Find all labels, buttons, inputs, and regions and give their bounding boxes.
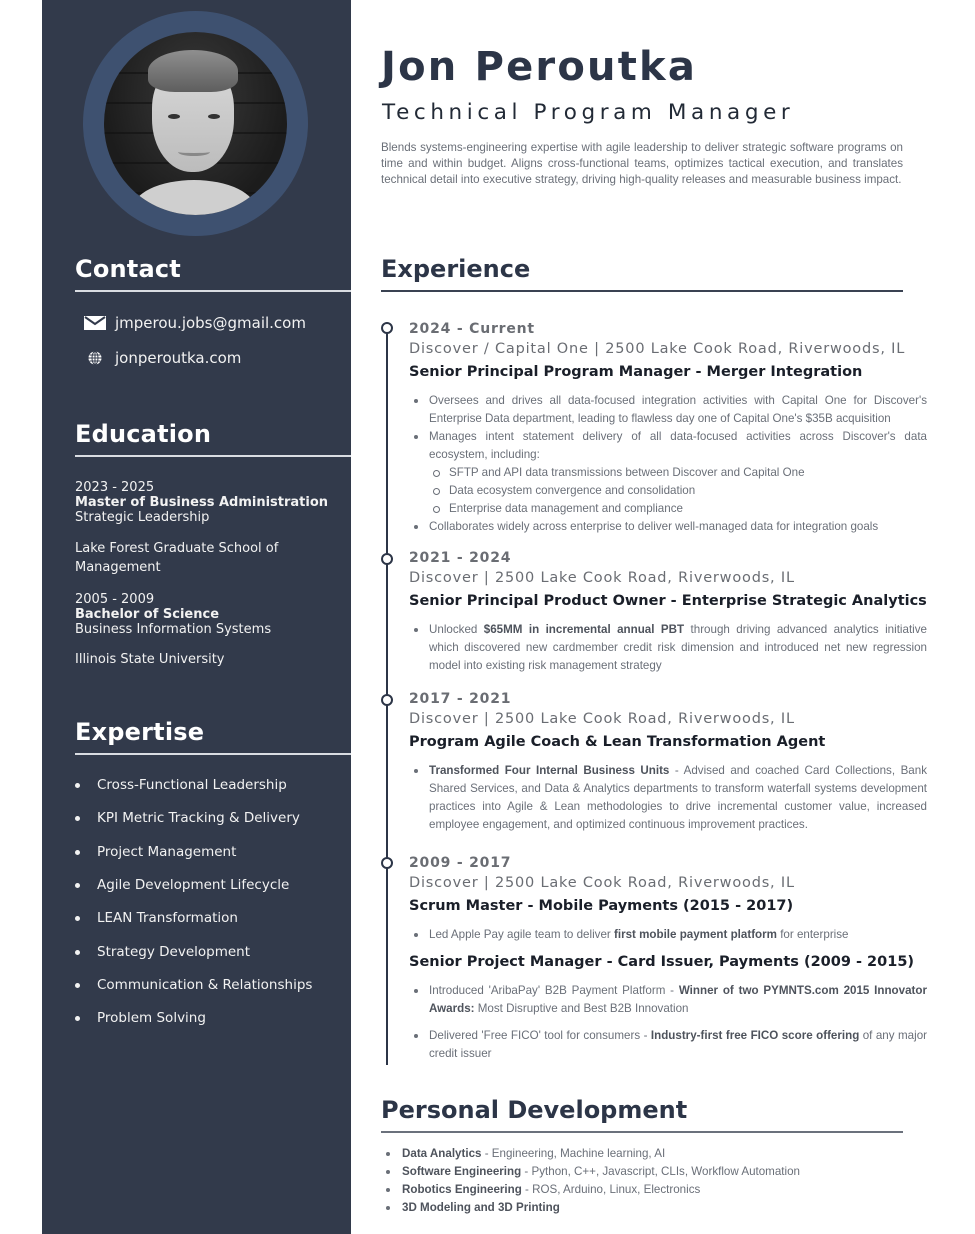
timeline-dot-icon [381,857,393,869]
timeline-dot-icon [381,694,393,706]
list-item: Robotics Engineering - ROS, Arduino, Linux, Electronics [382,1181,922,1199]
bullet-icon [75,850,80,855]
experience-heading: Experience [381,255,531,283]
personal-development-list [382,1145,922,1217]
expertise-item: LEAN Transformation [75,910,238,926]
job-period: 2009 - 2017 [409,855,512,871]
profile-photo-ring [83,11,308,236]
summary: Blends systems-engineering expertise with agile leadership to deliver strategic software programs on time and within budget. Aligns cross-functional teams, optimizes tactical execution, and translates technical detail into executive strategy, driving high-quality releases and measurable business impact. [381,141,903,186]
job-location: Discover | 2500 Lake Cook Road, Riverwoods, IL [409,570,795,586]
bullet-icon [75,883,80,888]
list-item: Software Engineering - Python, C++, Javascript, CLIs, Workflow Automation [382,1163,922,1181]
list-item: 3D Modeling and 3D Printing [382,1199,922,1217]
job-bullet: Collaborates widely across enterprise to deliver well-managed data for integration goals [409,518,927,536]
job-period: 2017 - 2021 [409,691,512,707]
job-title: Scrum Master - Mobile Payments (2015 - 2017) [409,898,794,914]
expertise-item: Strategy Development [75,944,250,960]
job-sub-bullet: Enterprise data management and compliance [409,500,927,518]
education-years: 2023 - 2025 [75,480,155,495]
candidate-name: Jon Peroutka [381,44,698,90]
education-degree: Bachelor of Science [75,607,220,622]
job-bullet: Led Apple Pay agile team to deliver first mobile payment platform for enterprise [409,926,927,944]
job-entry [409,854,927,1072]
bullet-icon [75,916,80,921]
timeline-dot-icon [381,553,393,565]
personal-development-heading: Personal Development [381,1096,688,1124]
job-bullet: Introduced 'AribaPay' B2B Payment Platform - Winner of two PYMNTS.com 2015 Innovator Awards: Most Disruptive and Best B2B Innovation [409,982,927,1018]
expertise-item: Communication & Relationships [75,977,312,993]
profile-photo [104,32,287,215]
expertise-item: KPI Metric Tracking & Delivery [75,810,300,826]
bullet-icon [75,950,80,955]
job-bullets [409,621,927,675]
divider [381,1131,903,1133]
job-period: 2024 - Current [409,321,535,337]
job-bullet: Manages intent statement delivery of all data-focused activities across Discover's data ecosystem, including: [409,428,927,464]
bullet-icon [75,783,80,788]
expertise-item: Cross-Functional Leadership [75,777,287,793]
bullet-icon [75,1016,80,1021]
job-location: Discover / Capital One | 2500 Lake Cook Road, Riverwoods, IL [409,341,906,357]
job-title: Senior Project Manager - Card Issuer, Payments (2009 - 2015) [409,954,915,970]
job-location: Discover | 2500 Lake Cook Road, Riverwoods, IL [409,711,795,727]
expertise-item: Problem Solving [75,1010,206,1026]
education-entry [75,592,271,637]
education-degree: Master of Business Administration [75,495,329,510]
divider [75,290,351,292]
bullet-icon [75,983,80,988]
list-item: Data Analytics - Engineering, Machine learning, AI [382,1145,922,1163]
expertise-item: Project Management [75,844,236,860]
job-bullet: Delivered 'Free FICO' tool for consumers - Industry-first free FICO score offering of any major credit issuer [409,1027,927,1063]
job-sub-bullet: SFTP and API data transmissions between Discover and Capital One [409,464,927,482]
contact-heading: Contact [75,255,181,283]
globe-icon [75,351,115,365]
job-bullets [409,926,927,944]
job-period: 2021 - 2024 [409,550,512,566]
job-bullets [409,762,927,834]
job-bullet: Unlocked $65MM in incremental annual PBT through driving advanced analytics initiative which discovered new cardmember credit risk dimension and introduced net new regression model into existing risk management strategy [409,621,927,675]
job-title: Senior Principal Product Owner - Enterprise Strategic Analytics [409,593,927,609]
job-bullet: Oversees and drives all data-focused integration activities with Capital One for Discover's Enterprise Data department, leading to flawless day one of Capital One's $35B acquisition [409,392,927,428]
job-entry [409,549,927,675]
timeline-dot-icon [381,322,393,334]
education-heading: Education [75,420,212,448]
bullet-icon [75,816,80,821]
divider [381,290,903,292]
education-school: Illinois State University [75,652,225,667]
education-field: Business Information Systems [75,622,272,637]
job-entry [409,690,927,834]
expertise-item: Agile Development Lifecycle [75,877,289,893]
job-sub-bullet: Data ecosystem convergence and consolidation [409,482,927,500]
envelope-icon [75,316,115,330]
email-link[interactable]: jmperou.jobs@gmail.com [115,314,306,332]
job-title: Senior Principal Program Manager - Merger Integration [409,364,863,380]
education-entry [75,480,328,525]
education-field: Strategic Leadership [75,510,210,525]
education-years: 2005 - 2009 [75,592,155,607]
job-location: Discover | 2500 Lake Cook Road, Riverwoods, IL [409,875,795,891]
candidate-role: Technical Program Manager [382,100,795,125]
job-bullets [409,982,927,1063]
contact-website[interactable] [75,349,241,367]
sidebar [42,0,351,1234]
job-entry [409,320,927,536]
job-title: Program Agile Coach & Lean Transformation Agent [409,734,826,750]
expertise-heading: Expertise [75,718,205,746]
website-link[interactable]: jonperoutka.com [115,349,242,367]
job-bullet: Transformed Four Internal Business Units - Advised and coached Card Collections, Bank Shared Services, and Data & Analytics departments to transform waterfall systems development practices into Agile & Lean methodologies to drive incremental customer value, increased employee engagement, and optimized continuous improvement practices. [409,762,927,834]
divider [75,753,351,755]
education-school: Lake Forest Graduate School of Management [75,541,279,575]
contact-email[interactable] [75,314,306,332]
job-bullets [409,392,927,536]
divider [75,455,351,457]
